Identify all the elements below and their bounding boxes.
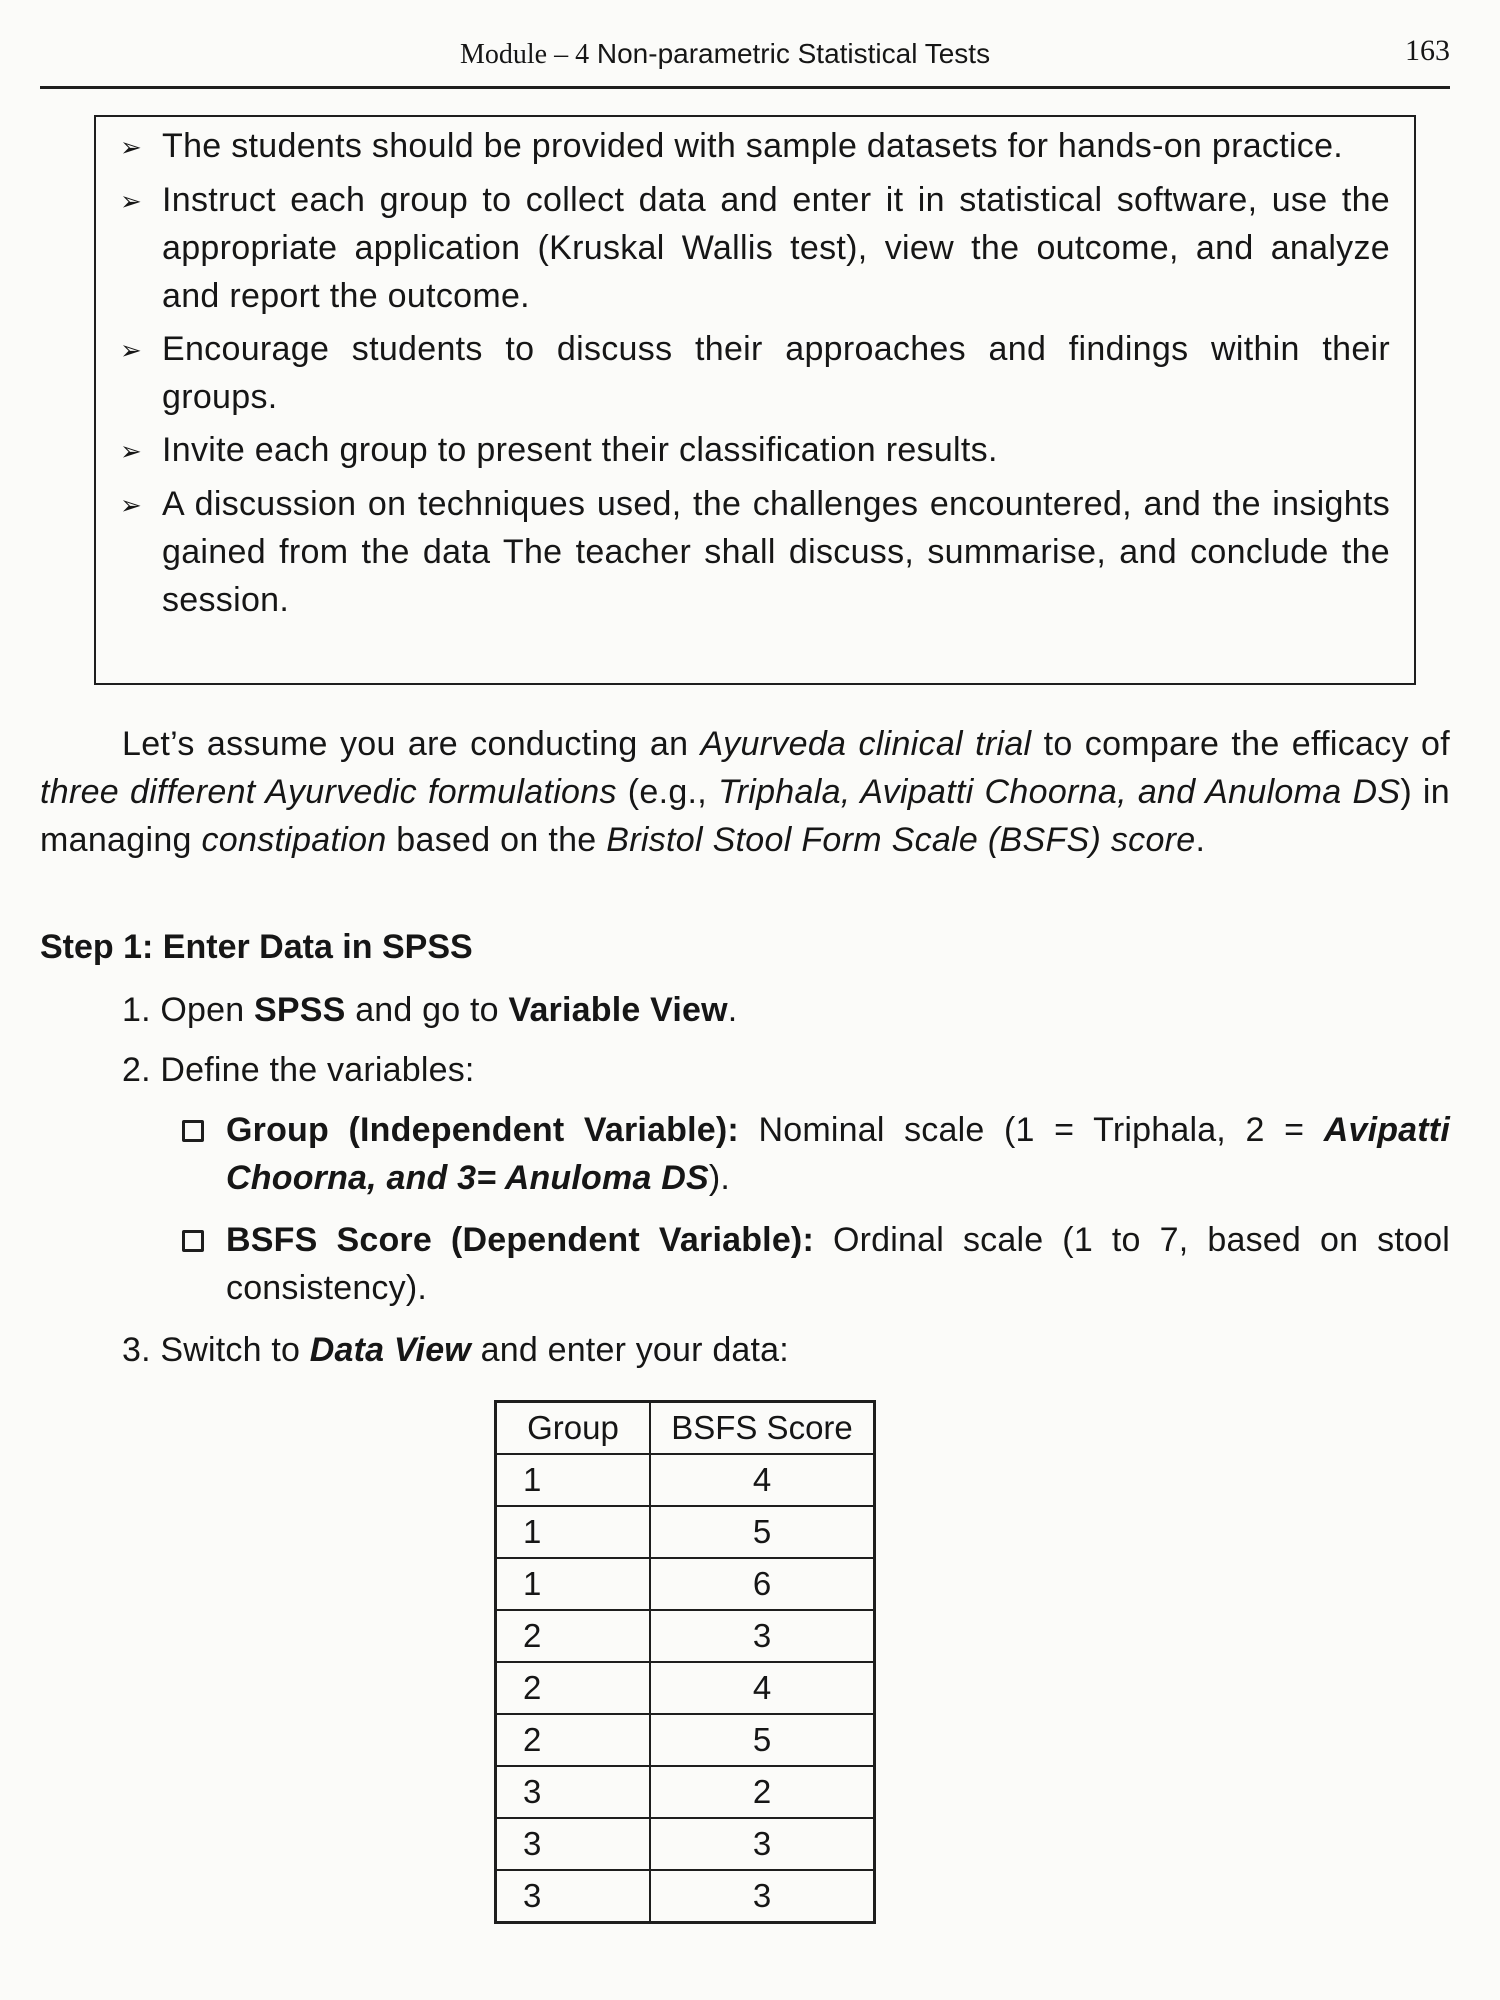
module-prefix: Module – 4	[460, 39, 590, 70]
arrow-bullet-icon: ➢	[120, 490, 143, 520]
bullet-text: Encourage students to discuss their approaches and findings within their groups.	[162, 330, 1390, 416]
table-row	[496, 1454, 875, 1506]
cell-score: 5	[650, 1714, 875, 1766]
variable-list	[182, 1106, 1450, 1312]
cell-score: 2	[650, 1766, 875, 1818]
step-heading: Step 1: Enter Data in SPSS	[40, 928, 473, 966]
bullet-text: Invite each group to present their classification results.	[162, 431, 998, 469]
arrow-bullet-icon: ➢	[120, 186, 143, 216]
activity-box	[94, 115, 1416, 685]
checkbox-bullet-icon	[182, 1230, 204, 1252]
list-item	[120, 122, 1390, 171]
cell-group: 2	[496, 1662, 651, 1714]
table-header-row	[496, 1402, 875, 1455]
cell-group: 1	[496, 1558, 651, 1610]
table-row	[496, 1870, 875, 1923]
cell-group: 3	[496, 1870, 651, 1923]
page-number: 163	[1405, 34, 1450, 67]
page-header	[40, 30, 1450, 89]
table-row	[496, 1766, 875, 1818]
cell-group: 3	[496, 1818, 651, 1870]
table-row	[496, 1610, 875, 1662]
column-header-group: Group	[496, 1402, 651, 1455]
cell-score: 5	[650, 1506, 875, 1558]
module-name: Non-parametric Statistical Tests	[596, 38, 991, 69]
step-item: 1. Open SPSS and go to Variable View.	[122, 991, 738, 1029]
arrow-bullet-icon: ➢	[120, 335, 143, 365]
column-header-bsfs-score: BSFS Score	[650, 1402, 875, 1455]
checkbox-bullet-icon	[182, 1120, 204, 1142]
list-item	[120, 176, 1390, 320]
cell-score: 3	[650, 1610, 875, 1662]
cell-score: 4	[650, 1454, 875, 1506]
arrow-bullet-icon: ➢	[120, 132, 143, 162]
bullet-text: The students should be provided with sample datasets for hands-on practice.	[162, 127, 1344, 165]
cell-group: 3	[496, 1766, 651, 1818]
list-item	[120, 325, 1390, 421]
table-row	[496, 1662, 875, 1714]
cell-group: 1	[496, 1506, 651, 1558]
table-row	[496, 1506, 875, 1558]
module-title	[460, 38, 990, 71]
cell-group: 1	[496, 1454, 651, 1506]
bullet-text: Instruct each group to collect data and enter it in statistical software, use the appropriate application (Kruskal Wallis test), view the outcome, and analyze and report the outcome.	[162, 181, 1390, 315]
list-item	[120, 480, 1390, 624]
table-row	[496, 1714, 875, 1766]
intro-paragraph: Let’s assume you are conducting an Ayurveda clinical trial to compare the efficacy of three different Ayurvedic formulations (e.g., Triphala, Avipatti Choorna, and Anuloma DS) in managing constipation based on the Bristol Stool Form Scale (BSFS) score.	[40, 725, 1451, 859]
steps-list	[122, 986, 1450, 1386]
cell-score: 3	[650, 1818, 875, 1870]
cell-score: 6	[650, 1558, 875, 1610]
cell-score: 4	[650, 1662, 875, 1714]
cell-group: 2	[496, 1610, 651, 1662]
step-item: 3. Switch to Data View and enter your data:	[122, 1331, 789, 1369]
list-item: Group (Independent Variable): Nominal scale (1 = Triphala, 2 = Avipatti Choorna, and 3= Anuloma DS).	[182, 1106, 1450, 1202]
list-item	[120, 426, 1390, 475]
table-row	[496, 1818, 875, 1870]
list-item: BSFS Score (Dependent Variable): Ordinal scale (1 to 7, based on stool consistency).	[182, 1216, 1450, 1312]
arrow-bullet-icon: ➢	[120, 436, 143, 466]
bullet-text: A discussion on techniques used, the challenges encountered, and the insights gained from the data The teacher shall discuss, summarise, and conclude the session.	[162, 485, 1390, 619]
data-table	[494, 1400, 876, 1924]
table-row	[496, 1558, 875, 1610]
cell-group: 2	[496, 1714, 651, 1766]
cell-score: 3	[650, 1870, 875, 1923]
step-item: 2. Define the variables:	[122, 1051, 475, 1089]
